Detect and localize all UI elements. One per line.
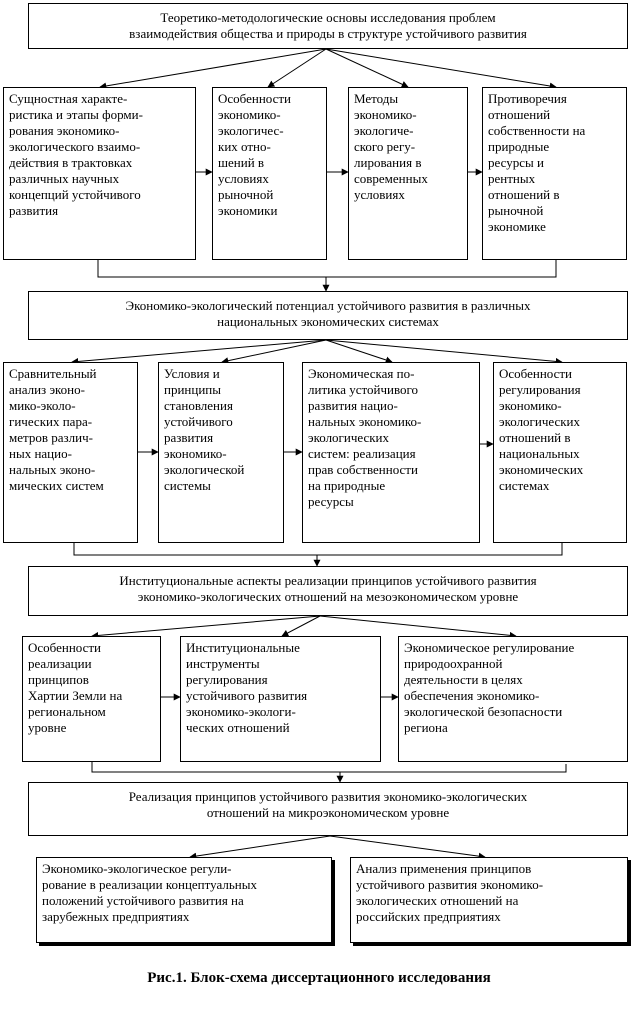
arrow-l2-2 bbox=[222, 340, 326, 362]
bracket-l2 bbox=[74, 543, 562, 555]
level3-item-3: Экономическое регулирование природоохранной деятельности в целях обеспечения экономико- экологической безопасности региона bbox=[398, 636, 628, 762]
arrow-l2-4 bbox=[326, 340, 562, 362]
bracket-l1 bbox=[98, 260, 556, 277]
arrow-l2-1 bbox=[72, 340, 326, 362]
level3-item-1: Особенности реализации принципов Хартии Земли на региональном уровне bbox=[22, 636, 161, 762]
arrow-l3-3 bbox=[320, 616, 516, 636]
level2-item-4: Особенности регулирования экономико- экологических отношений в национальных экономических системах bbox=[493, 362, 627, 543]
level2-item-3: Экономическая по- литика устойчивого развития нацио- нальных экономико- экологических систем: реализация прав собственности на природные ресурсы bbox=[302, 362, 480, 543]
arrow-l4-1 bbox=[190, 836, 330, 857]
level1-item-2: Особенности экономико- экологичес- ких отно- шений в условиях рыночной экономики bbox=[212, 87, 327, 260]
level1-item-1: Сущностная характе- ристика и этапы форми- рования экономико- экологического взаимо- действия в трактовках различных научных концепций устойчивого развития bbox=[3, 87, 196, 260]
level4-title-box: Реализация принципов устойчивого развития экономико-экологических отношений на микроэкономическом уровне bbox=[28, 782, 628, 836]
level2-item-1: Сравнительный анализ эконо- мико-эколо- гических пара- метров различ- ных нацио- нальных эконо- мических систем bbox=[3, 362, 138, 543]
level1-item-3: Методы экономико- экологиче- ского регу- лирования в современных условиях bbox=[348, 87, 468, 260]
level2-item-2: Условия и принципы становления устойчивого развития экономико- экологической системы bbox=[158, 362, 284, 543]
level1-title-box: Теоретико-методологические основы исследования проблем взаимодействия общества и природы в структуре устойчивого развития bbox=[28, 3, 628, 49]
level4-item-2: Анализ применения принципов устойчивого развития экономико- экологических отношений на российских предприятиях bbox=[350, 857, 628, 943]
arrow-l1-4 bbox=[326, 49, 556, 87]
arrow-l1-1 bbox=[100, 49, 326, 87]
level3-item-2: Институциональные инструменты регулирования устойчивого развития экономико-экологи- ческих отношений bbox=[180, 636, 381, 762]
level1-item-4: Противоречия отношений собственности на природные ресурсы и рентных отношений в рыночной экономике bbox=[482, 87, 627, 260]
arrow-l1-3 bbox=[326, 49, 408, 87]
bracket-l3 bbox=[92, 762, 566, 772]
level4-item-1: Экономико-экологическое регули- рование в реализации концептуальных положений устойчивого развития на зарубежных предприятиях bbox=[36, 857, 332, 943]
level3-title-box: Институциональные аспекты реализации принципов устойчивого развития экономико-экологических отношений на мезоэкономическом уровне bbox=[28, 566, 628, 616]
arrow-l1-2 bbox=[268, 49, 326, 87]
arrow-l4-2 bbox=[330, 836, 485, 857]
arrow-l3-1 bbox=[92, 616, 320, 636]
figure-caption: Рис.1. Блок-схема диссертационного исследования bbox=[147, 970, 491, 986]
level2-title-box: Экономико-экологический потенциал устойчивого развития в различных национальных экономических системах bbox=[28, 291, 628, 340]
